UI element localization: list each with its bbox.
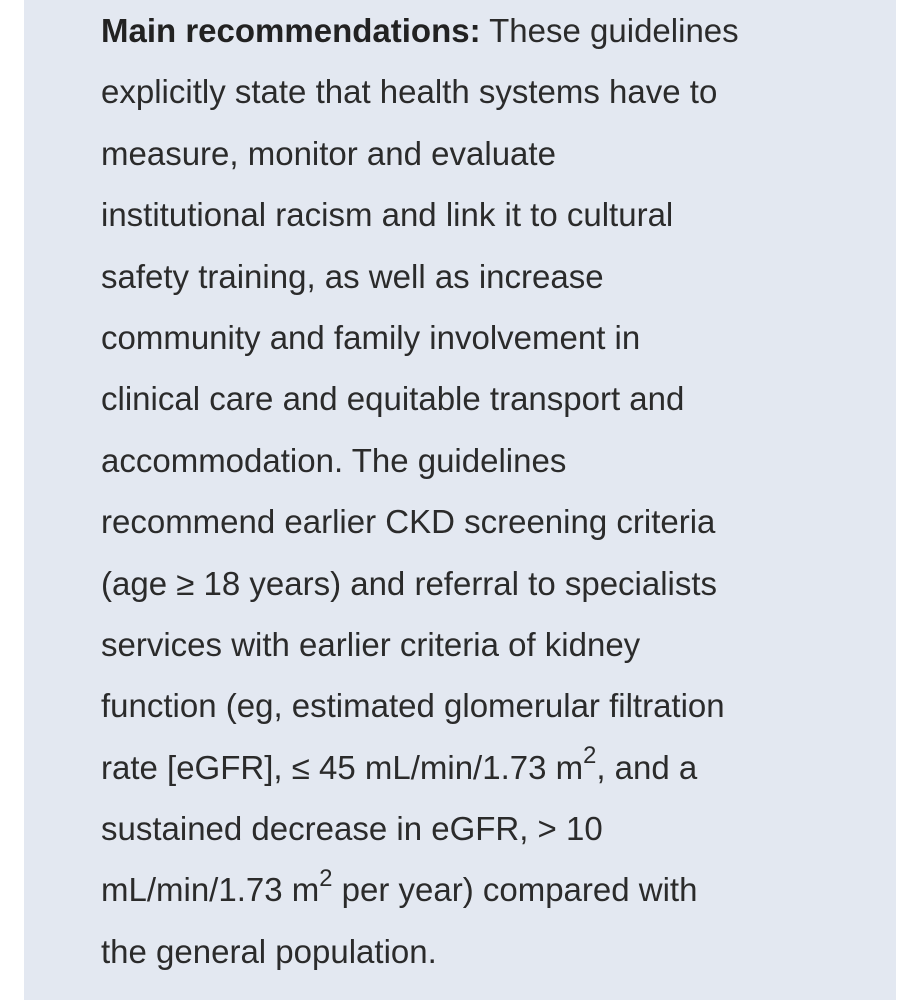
text-line: safety training, as well as increase	[101, 257, 604, 295]
superscript: 2	[583, 742, 597, 770]
text-line: sustained decrease in eGFR, > 10	[101, 810, 603, 848]
text-line: institutional racism and link it to cultural	[101, 196, 674, 234]
text-segment: rate [eGFR], ≤ 45 mL/min/1.73 m	[101, 748, 584, 786]
text-line	[101, 0, 891, 61]
text-segment: , and a	[596, 748, 698, 786]
text-line: clinical care and equitable transport and	[101, 380, 685, 418]
text-line: measure, monitor and evaluate	[101, 134, 556, 172]
superscript: 2	[319, 864, 333, 892]
text-segment: These guidelines	[480, 12, 739, 49]
text-line: community and family involvement in	[101, 318, 641, 356]
text-line	[101, 859, 891, 920]
text-line: explicitly state that health systems have to	[101, 73, 718, 111]
text-segment: mL/min/1.73 m	[101, 871, 320, 909]
section-label: Main recommendations:	[101, 12, 481, 49]
text-line: (age ≥ 18 years) and referral to specialists	[101, 564, 718, 602]
text-line: recommend earlier CKD screening criteria	[101, 503, 716, 541]
text-line: services with earlier criteria of kidney	[101, 625, 641, 663]
text-line	[101, 737, 891, 798]
text-segment: per year) compared with	[332, 871, 698, 909]
text-line: the general population.	[101, 932, 437, 970]
text-line: accommodation. The guidelines	[101, 441, 567, 479]
recommendations-text	[101, 0, 891, 982]
text-line: function (eg, estimated glomerular filtration	[101, 687, 725, 725]
